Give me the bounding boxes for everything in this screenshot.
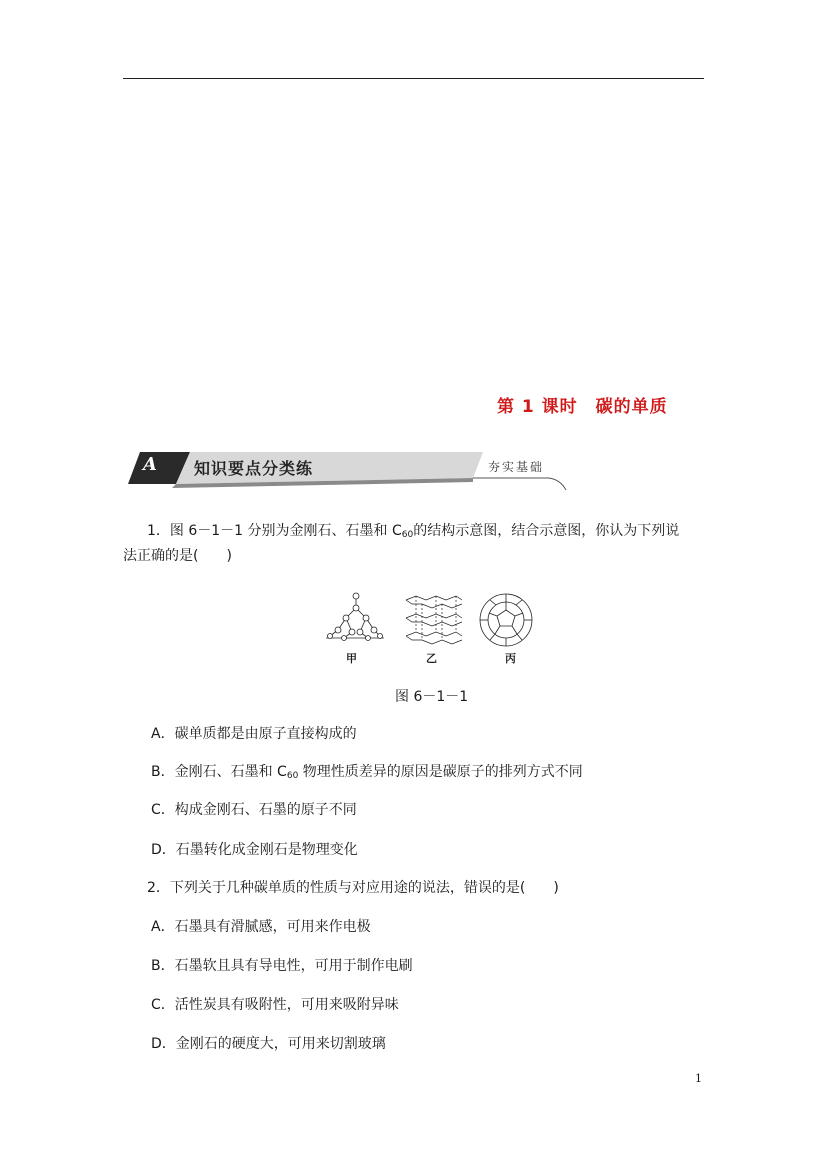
- question-2-option-b: B．石墨软且具有导电性，可用于制作电刷: [151, 958, 413, 974]
- page-number: 1: [695, 1072, 702, 1085]
- question-1-stem-line1: 1．图 6－1－1 分别为金刚石、石墨和 $C_{60}$的结构示意图，结合示意图，你认为下列说: [147, 523, 680, 540]
- section-subtitle: 夯实基础: [488, 460, 545, 474]
- lesson-title: 第 1 课时 碳的单质: [497, 397, 668, 417]
- section-badge: A: [143, 454, 157, 475]
- c60-structure: [480, 594, 532, 646]
- question-1-option-d: D．石墨转化成金刚石是物理变化: [151, 842, 358, 858]
- question-1-stem-line2: 法正确的是( ): [123, 548, 232, 564]
- question-2-stem: 2．下列关于几种碳单质的性质与对应用途的说法，错误的是( ): [147, 880, 559, 896]
- figure-label-bing: 丙: [505, 652, 516, 665]
- question-1-option-a: A．碳单质都是由原子直接构成的: [151, 726, 357, 742]
- question-1-option-c: C．构成金刚石、石墨的原子不同: [151, 802, 357, 818]
- figure-carbon-structures: [320, 588, 540, 668]
- graphite-structure: [406, 596, 462, 644]
- figure-caption: 图 6－1－1: [395, 689, 469, 705]
- question-2-option-c: C．活性炭具有吸附性，可用来吸附异味: [151, 997, 399, 1013]
- question-1-option-b: B．金刚石、石墨和 $C_{60}$ 物理性质差异的原因是碳原子的排列方式不同: [151, 764, 583, 781]
- figure-label-jia: 甲: [346, 652, 357, 665]
- diamond-structure: [326, 593, 384, 641]
- header-rule: [123, 78, 704, 79]
- section-banner: [128, 448, 568, 492]
- figure-label-yi: 乙: [426, 652, 437, 665]
- section-title: 知识要点分类练: [194, 459, 314, 478]
- question-2-option-a: A．石墨具有滑腻感，可用来作电极: [151, 919, 371, 935]
- question-2-option-d: D．金刚石的硬度大，可用来切割玻璃: [151, 1036, 386, 1052]
